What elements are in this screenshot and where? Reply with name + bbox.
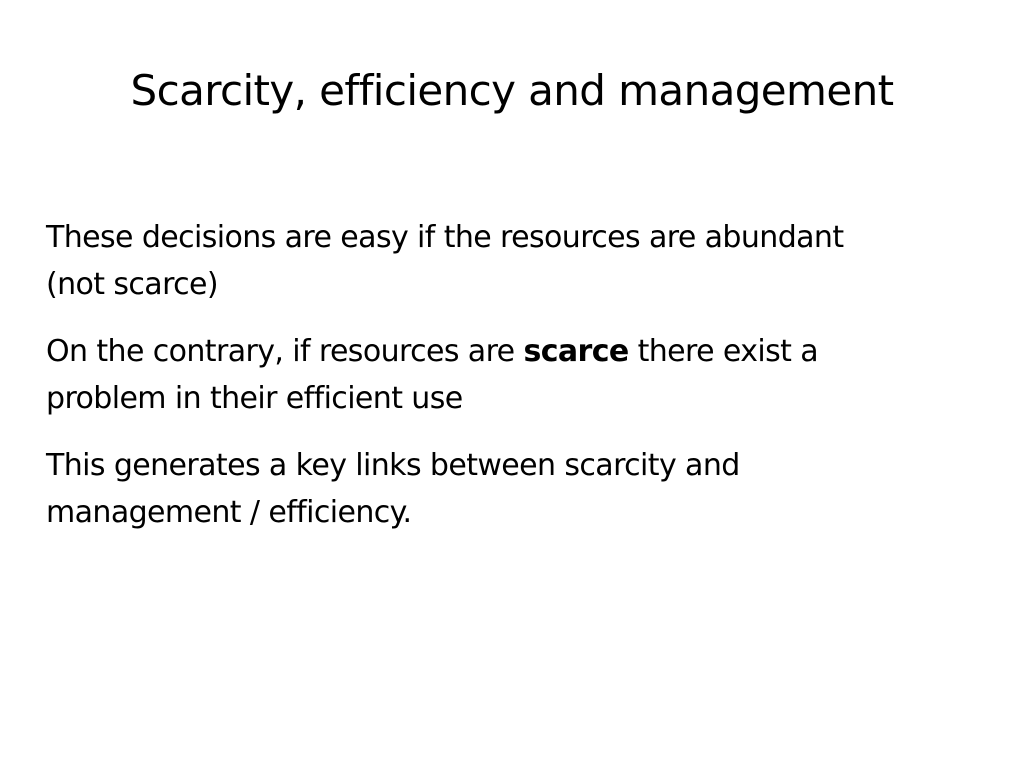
paragraph-text: On the contrary, if resources are	[46, 334, 524, 369]
paragraph-line: This generates a key links between scarcity and	[46, 448, 740, 483]
slide-title: Scarcity, efficiency and management	[130, 66, 894, 115]
paragraph-line: (not scarce)	[46, 267, 219, 302]
slide-body	[46, 214, 976, 556]
paragraph-key-links	[46, 442, 976, 536]
emphasized-word: scarce	[523, 334, 629, 369]
paragraph-text: there exist a	[628, 334, 819, 369]
paragraph-line: problem in their efficient use	[46, 381, 463, 416]
paragraph-scarce-resources	[46, 328, 976, 422]
paragraph-line: management / efficiency.	[46, 495, 412, 530]
paragraph-line: These decisions are easy if the resources are abundant	[46, 220, 844, 255]
paragraph-abundant-resources	[46, 214, 976, 308]
